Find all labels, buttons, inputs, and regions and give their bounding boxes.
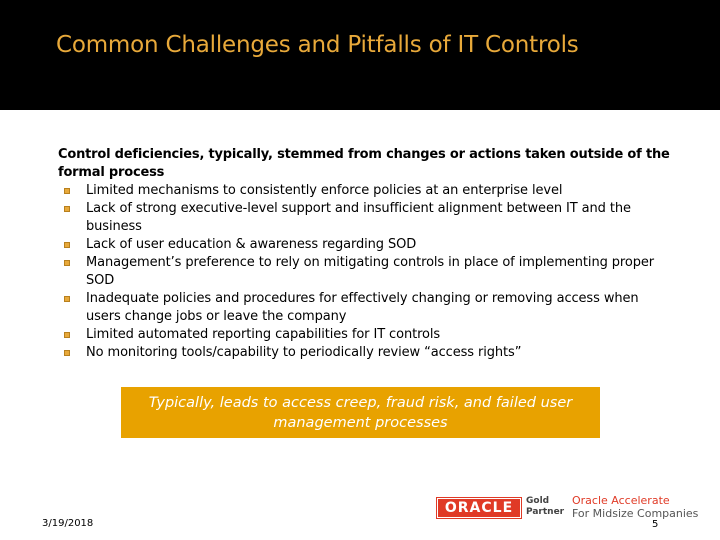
- bullet-item: [58, 290, 673, 326]
- square-bullet-icon: [64, 260, 70, 266]
- callout-text: Typically, leads to access creep, fraud risk, and failed user management processes: [148, 394, 573, 431]
- bullet-item: [58, 326, 673, 344]
- bullet-item: [58, 254, 673, 290]
- bullet-item: [58, 182, 673, 200]
- callout-box: [121, 387, 600, 438]
- footer-date: 3/19/2018: [42, 518, 94, 529]
- title-bar: [0, 0, 720, 110]
- partner-tier-line2: Partner: [526, 507, 565, 517]
- bullet-text: Management’s preference to rely on mitigating controls in place of implementing proper SOD: [86, 255, 655, 288]
- oracle-accelerate-label: [572, 494, 712, 520]
- bullet-text: Lack of strong executive-level support and insufficient alignment between IT and the business: [86, 201, 631, 234]
- square-bullet-icon: [64, 350, 70, 356]
- bullet-text: Limited mechanisms to consistently enforce policies at an enterprise level: [86, 183, 563, 198]
- partner-tier-line1: Gold: [526, 496, 550, 506]
- oracle-logo-text: ORACLE: [444, 500, 514, 516]
- slide-title: Common Challenges and Pitfalls of IT Controls: [56, 32, 579, 58]
- bullet-item: [58, 344, 673, 362]
- bullet-text: Limited automated reporting capabilities for IT controls: [86, 327, 441, 342]
- gold-partner-label: [526, 496, 570, 518]
- bullet-text: Inadequate policies and procedures for effectively changing or removing access when users change jobs or leave the company: [86, 291, 639, 324]
- bullet-item: [58, 236, 673, 254]
- square-bullet-icon: [64, 332, 70, 338]
- intro-text: Control deficiencies, typically, stemmed from changes or actions taken outside of the formal process: [58, 147, 670, 180]
- program-line2: For Midsize Companies: [572, 507, 699, 520]
- bullet-item: [58, 200, 673, 236]
- program-line1: Oracle Accelerate: [572, 494, 670, 507]
- page-number: 5: [652, 519, 659, 530]
- bullet-text: No monitoring tools/capability to periodically review “access rights”: [86, 345, 522, 360]
- slide-body: [58, 146, 673, 362]
- square-bullet-icon: [64, 206, 70, 212]
- bullet-text: Lack of user education & awareness regarding SOD: [86, 237, 417, 252]
- square-bullet-icon: [64, 188, 70, 194]
- square-bullet-icon: [64, 242, 70, 248]
- square-bullet-icon: [64, 296, 70, 302]
- bullet-list: [58, 182, 673, 362]
- oracle-logo: [437, 498, 521, 518]
